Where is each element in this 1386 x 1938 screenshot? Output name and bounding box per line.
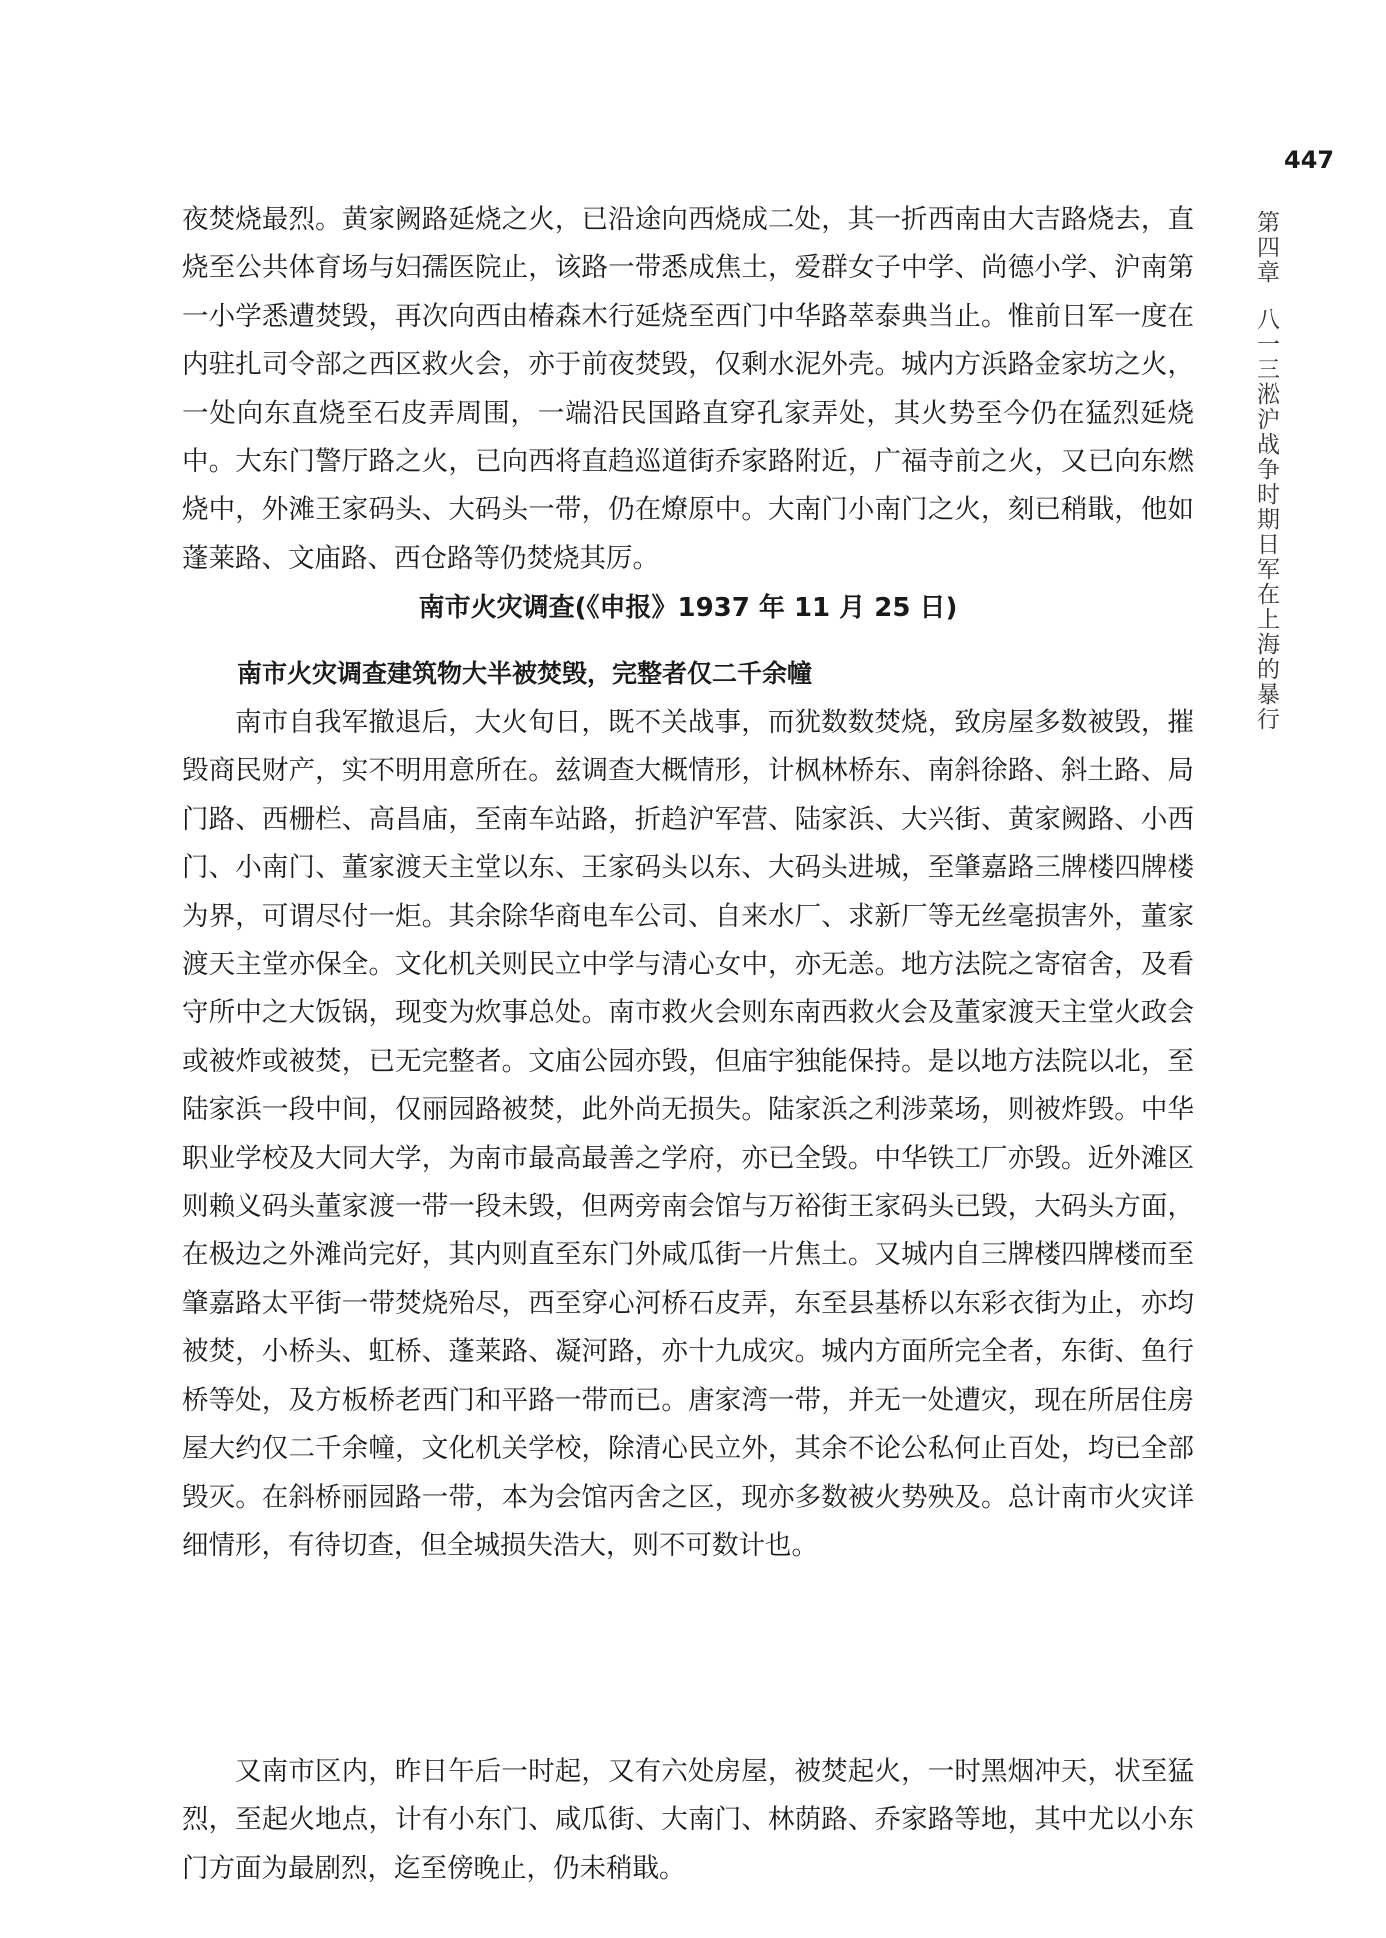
article-body-continued (182, 1748, 1194, 1893)
page-number: 447 (1284, 146, 1335, 174)
continuation-text (182, 196, 1194, 583)
section-title: 南市火灾调查(《申报》1937 年 11 月 25 日) (418, 593, 958, 623)
article-body (182, 699, 1194, 1570)
running-head-chapter: 第四章 (1253, 210, 1279, 285)
running-head (1252, 210, 1280, 732)
article-paragraph-1: 南市自我军撤退后，大火旬日，既不关战事，而犹数数焚烧，致房屋多数被毁，摧毁商民财产，实不明用意所在。兹调查大概情形，计枫林桥东、南斜徐路、斜土路、局门路、西栅栏、高昌庙，至南车站路，折趋沪军营、陆家浜、大兴街、黄家阙路、小西门、小南门、董家渡天主堂以东、王家码头以东、大码头进城，至肇嘉路三牌楼四牌楼为界，可谓尽付一炬。其余除华商电车公司、自来水厂、求新厂等无丝毫损害外，董家渡天主堂亦保全。文化机关则民立中学与清心女中，亦无恙。地方法院之寄宿舍，及看守所中之大饭锅，现变为炊事总处。南市救火会则东南西救火会及董家渡天主堂火政会或被炸或被焚，已无完整者。文庙公园亦毁，但庙宇独能保持。是以地方法院以北，至陆家浜一段中间，仅丽园路被焚，此外尚无损失。陆家浜之利涉菜场，则被炸毁。中华职业学校及大同大学，为南市最高最善之学府，亦已全毁。中华铁工厂亦毁。近外滩区则赖义码头董家渡一带一段未毁，但两旁南会馆与万裕街王家码头已毁，大码头方面，在极边之外滩尚完好，其内则直至东门外咸瓜街一片焦土。又城内自三牌楼四牌楼而至肇嘉路太平街一带焚烧殆尽，西至穿心河桥石皮弄，东至县基桥以东彩衣街为止，亦均被焚，小桥头、虹桥、蓬莱路、凝河路，亦十九成灾。城内方面所完全者，东街、鱼行桥等处，及方板桥老西门和平路一带而已。唐家湾一带，并无一处遭灾，现在所居住房屋大约仅二千余幢，文化机关学校，除清心民立外，其余不论公私何止百处，均已全部毁灭。在斜桥丽园路一带，本为会馆丙舍之区，现亦多数被火势殃及。总计南市火灾详细情形，有待切查，但全城损失浩大，则不可数计也。 (182, 707, 1194, 1561)
article-paragraph-2: 又南市区内，昨日午后一时起，又有六处房屋，被焚起火，一时黑烟冲天，状至猛烈，至起火地点，计有小东门、咸瓜街、大南门、林荫路、乔家路等地，其中尤以小东门方面为最剧烈，迄至傍晚止，仍未稍戢。 (182, 1756, 1194, 1884)
continuation-paragraph: 夜焚烧最烈。黄家阙路延烧之火，已沿途向西烧成二处，其一折西南由大吉路烧去，直烧至公共体育场与妇孺医院止，该路一带悉成焦土，爱群女子中学、尚德小学、沪南第一小学悉遭焚毁，再次向西由椿森木行延烧至西门中华路萃泰典当止。惟前日军一度在内驻扎司令部之西区救火会，亦于前夜焚毁，仅剩水泥外壳。城内方浜路金家坊之火，一处向东直烧至石皮弄周围，一端沿民国路直穿孔家弄处，其火势至今仍在猛烈延烧中。大东门警厅路之火，已向西将直趋巡道街乔家路附近，广福寺前之火，又已向东燃烧中，外滩王家码头、大码头一带，仍在燎原中。大南门小南门之火，刻已稍戢，他如蓬莱路、文庙路、西仓路等仍焚烧其厉。 (182, 204, 1194, 574)
running-head-title: 八一三淞沪战争时期日军在上海的暴行 (1253, 307, 1279, 732)
article-subtitle: 南市火灾调查建筑物大半被焚毁，完整者仅二千余幢 (237, 659, 813, 688)
